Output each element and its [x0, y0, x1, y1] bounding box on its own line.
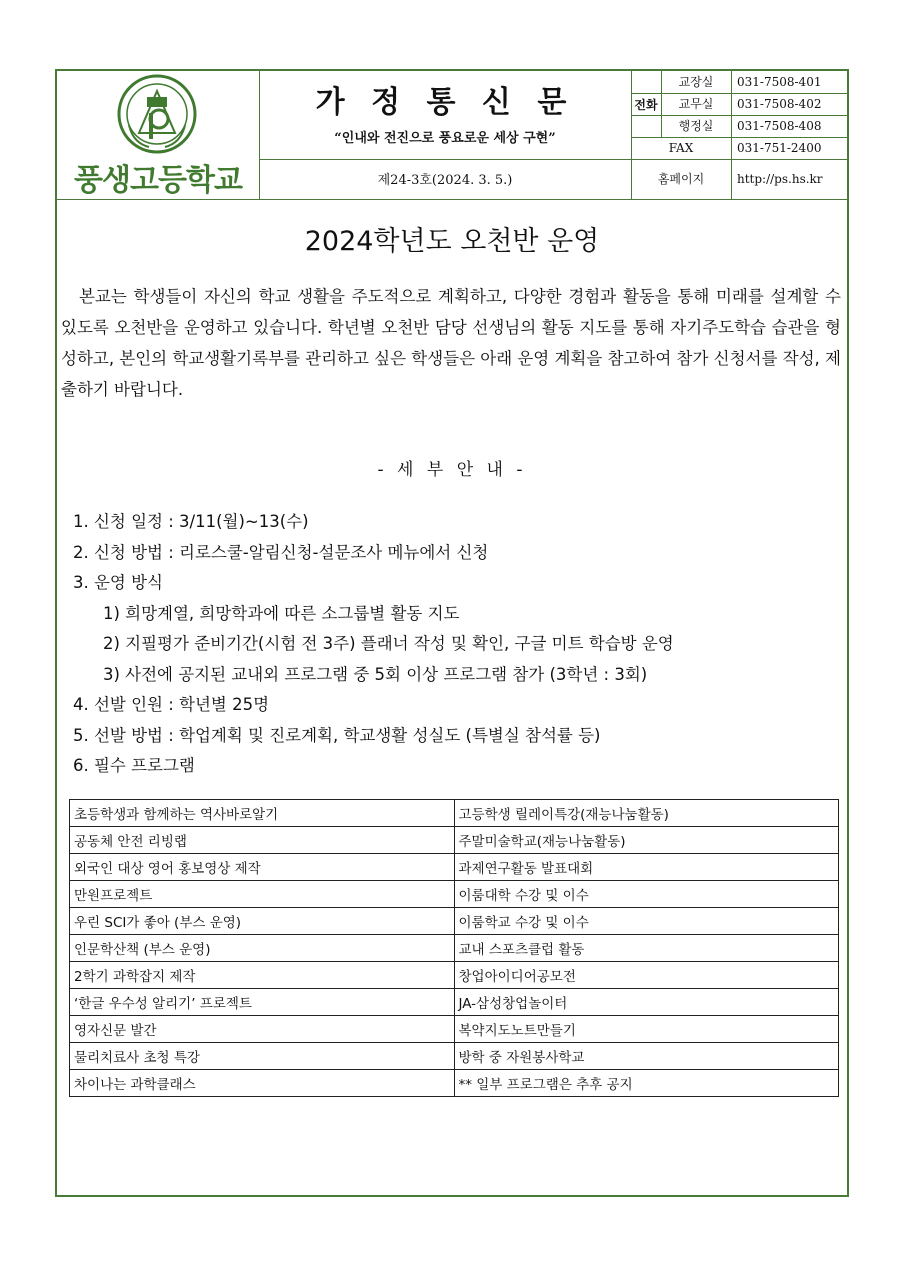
- contact-row: [631, 93, 847, 116]
- school-motto: “인내와 전진으로 풍요로운 세상 구현”: [334, 131, 556, 146]
- table-cell: 외국인 대상 영어 홍보영상 제작: [70, 854, 455, 881]
- list-item: 3. 운영 방식: [73, 573, 163, 592]
- table-cell: 차이나는 과학클래스: [70, 1070, 455, 1097]
- program-table: [69, 799, 839, 1097]
- list-item: 6. 필수 프로그램: [73, 756, 195, 775]
- contact-row: [631, 159, 847, 199]
- title-cell: [259, 71, 632, 199]
- table-cell: 복약지도노트만들기: [454, 1016, 839, 1043]
- contact-label: 홈페이지: [631, 159, 732, 199]
- table-cell: 방학 중 자원봉사학교: [454, 1043, 839, 1070]
- table-row: [70, 935, 839, 962]
- table-row: [70, 1070, 839, 1097]
- contact-row: [631, 71, 847, 94]
- table-cell: 만원프로젝트: [70, 881, 455, 908]
- contact-row: [631, 115, 847, 138]
- detail-list: [73, 507, 843, 782]
- table-cell: 우린 SCI가 좋아 (부스 운영): [70, 908, 455, 935]
- table-cell: 과제연구활동 발표대회: [454, 854, 839, 881]
- table-row: [70, 1016, 839, 1043]
- table-row: [70, 827, 839, 854]
- table-row: [70, 800, 839, 827]
- document-title: 2024학년도 오천반 운영: [304, 226, 600, 257]
- table-cell: 물리치료사 초청 특강: [70, 1043, 455, 1070]
- section-heading: - 세 부 안 내 -: [377, 460, 527, 480]
- table-cell: 이룸학교 수강 및 이수: [454, 908, 839, 935]
- issue-number: 제24-3호(2024. 3. 5.): [377, 173, 513, 188]
- logo-cell: [57, 71, 260, 199]
- list-item: 4. 선발 인원 : 학년별 25명: [73, 695, 270, 714]
- contact-label: 교장실: [661, 71, 732, 93]
- table-cell: ** 일부 프로그램은 추후 공지: [454, 1070, 839, 1097]
- table-row: [70, 962, 839, 989]
- list-item: 2. 신청 방법 : 리로스쿨-알림신청-설문조사 메뉴에서 신청: [73, 542, 489, 562]
- list-item: 5. 선발 방법 : 학업계획 및 진로계획, 학교생활 성실도 (특별실 참석률 등): [73, 725, 601, 745]
- newsletter-header: [57, 71, 847, 200]
- title-top: [259, 71, 631, 160]
- list-subitem: 2) 지필평가 준비기간(시험 전 3주) 플래너 작성 및 확인, 구글 미트 학습방 운영: [103, 634, 674, 653]
- list-subitem: 3) 사전에 공지된 교내외 프로그램 중 5회 이상 프로그램 참가 (3학년 : 3회): [103, 664, 648, 684]
- table-cell: JA-삼성창업놀이터: [454, 989, 839, 1016]
- table-row: [70, 989, 839, 1016]
- table-cell: 초등학생과 함께하는 역사바로알기: [70, 800, 455, 827]
- table-row: [70, 854, 839, 881]
- table-cell: 고등학생 릴레이특강(재능나눔활동): [454, 800, 839, 827]
- table-cell: 주말미술학교(재능나눔활동): [454, 827, 839, 854]
- newsletter-page: [55, 69, 849, 1197]
- school-name: 풍생고등학교: [74, 163, 242, 198]
- table-cell: 이룸대학 수강 및 이수: [454, 881, 839, 908]
- table-row: [70, 881, 839, 908]
- list-subitem: 1) 희망계열, 희망학과에 따른 소그룹별 활동 지도: [103, 603, 460, 623]
- table-cell: 영자신문 발간: [70, 1016, 455, 1043]
- table-cell: 창업아이디어공모전: [454, 962, 839, 989]
- table-cell: 2학기 과학잡지 제작: [70, 962, 455, 989]
- table-cell: 인문학산책 (부스 운영): [70, 935, 455, 962]
- table-cell: 교내 스포츠클럽 활동: [454, 935, 839, 962]
- list-item: 1. 신청 일정 : 3/11(월)~13(수): [73, 512, 309, 531]
- contact-label: FAX: [631, 137, 732, 159]
- tel-label: 전화: [631, 71, 662, 138]
- contact-label: 행정실: [661, 115, 732, 137]
- contact-table: [631, 71, 847, 199]
- contact-value: 031-7508-408: [737, 119, 822, 133]
- contact-value: 031-7508-401: [737, 75, 822, 89]
- contact-value: 031-751-2400: [737, 141, 822, 155]
- contact-label: 교무실: [661, 93, 732, 115]
- table-cell: ‘한글 우수성 알리기’ 프로젝트: [70, 989, 455, 1016]
- contact-row: [631, 137, 847, 160]
- table-row: [70, 1043, 839, 1070]
- newsletter-title: 가 정 통 신 문: [315, 85, 575, 120]
- homepage-url[interactable]: http://ps.hs.kr: [737, 172, 823, 186]
- table-cell: 공동체 안전 리빙랩: [70, 827, 455, 854]
- intro-paragraph: 본교는 학생들이 자신의 학교 생활을 주도적으로 계획하고, 다양한 경험과 활동을 통해 미래를 설계할 수 있도록 오천반을 운영하고 있습니다. 학년별 오천반 담당 선생님의 활동 지도를 통해 자기주도학습 습관을 형성하고, 본인의 학교생활기록부를 관리하고 싶은 학생들은 아래 운영 계획을 참고하여 참가 신청서를 작성, 제출하기 바랍니다.: [61, 287, 841, 399]
- table-row: [70, 908, 839, 935]
- contact-value: 031-7508-402: [737, 97, 822, 111]
- school-emblem-icon: [109, 73, 205, 155]
